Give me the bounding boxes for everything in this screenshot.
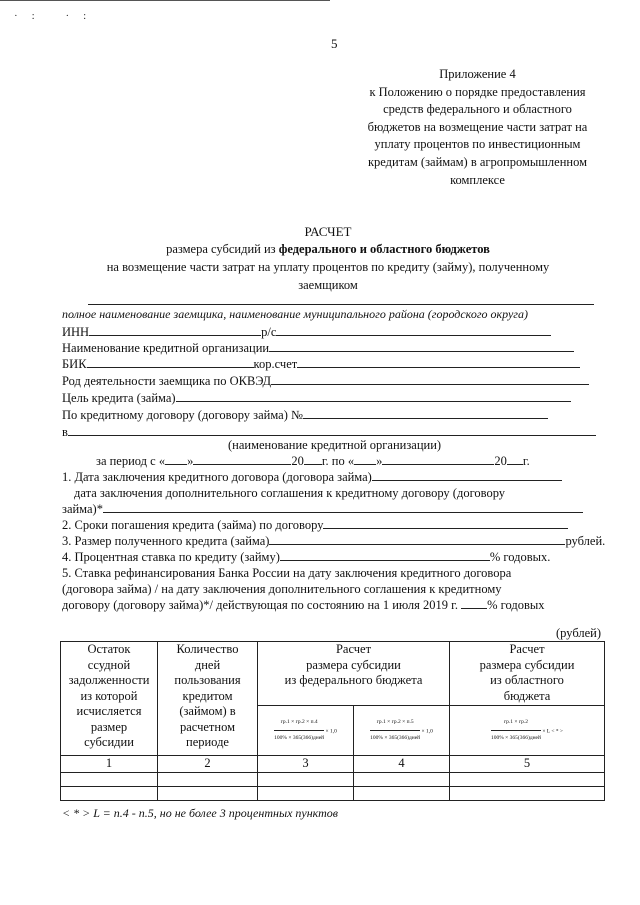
formula-multiplier: × 1,0: [421, 727, 433, 734]
column-number: 5: [450, 756, 605, 773]
header-text: задолженности: [68, 673, 150, 687]
contract-label: По кредитному договору (договору займа) №: [62, 408, 303, 422]
header-text: периоде: [186, 735, 229, 749]
appendix-line: кредитам (займам) в агропромышленном: [367, 154, 588, 169]
period-row: [96, 453, 530, 469]
header-remaining-debt: [61, 642, 158, 756]
table-cell[interactable]: [158, 772, 258, 786]
period-end-day-field[interactable]: [354, 453, 376, 465]
top-rule: [0, 0, 330, 1]
credit-amount-field[interactable]: [269, 533, 565, 545]
header-text: размер: [90, 719, 128, 734]
org-name-field[interactable]: [269, 340, 574, 352]
header-text: из которой: [80, 688, 138, 703]
table-row: [61, 786, 605, 800]
period-year1-label: 20: [291, 454, 304, 468]
period-quote2: »: [376, 454, 383, 468]
supplement-date-field[interactable]: [103, 501, 583, 513]
bank-name-field[interactable]: [68, 424, 596, 436]
item-5a-row: 5. Ставка рефинансирования Банка России на дату заключения кредитного договора: [62, 566, 512, 580]
table-cell[interactable]: [61, 786, 158, 800]
document-subtitle-line2: на возмещение части затрат на уплату процентов по кредиту (займу), полученному: [106, 260, 550, 274]
appendix-line: к Положению о порядке предоставления: [369, 84, 586, 99]
table-cell[interactable]: [61, 772, 158, 786]
appendix-line: уплату процентов по инвестиционным: [374, 137, 581, 152]
repayment-terms-field[interactable]: [323, 517, 568, 529]
header-text: из федерального бюджета: [284, 673, 423, 687]
item-1-row: [62, 469, 562, 485]
header-text: исчисляется: [76, 704, 142, 718]
header-text: размера субсидии: [306, 657, 401, 672]
column-number: 2: [158, 756, 258, 773]
table-cell[interactable]: [258, 772, 354, 786]
formula-fraction: [370, 715, 420, 747]
header-text: бюджета: [503, 688, 551, 703]
header-text: дней: [194, 657, 221, 672]
item-5c-row: [62, 597, 545, 613]
period-mid: г. по «: [321, 454, 355, 468]
column-number: 4: [354, 756, 450, 773]
item-1-label: 1. Дата заключения кредитного договора (договора займа): [62, 470, 372, 484]
header-text: Остаток: [87, 642, 131, 656]
appendix-title: Приложение 4: [439, 67, 516, 81]
header-text: кредитом: [182, 688, 233, 703]
contract-row: [62, 407, 548, 423]
period-start-day-field[interactable]: [165, 453, 187, 465]
bik-field[interactable]: [87, 356, 254, 368]
formula-multiplier: × 1,0: [325, 727, 337, 734]
formula-numerator: гр.1 × гр.2: [491, 715, 541, 732]
bik-label: БИК: [62, 357, 87, 371]
item-3-suffix: рублей.: [565, 534, 606, 548]
period-quote1: »: [187, 454, 194, 468]
contract-number-field[interactable]: [303, 407, 548, 419]
column-number: 1: [61, 756, 158, 773]
rs-field[interactable]: [276, 324, 551, 336]
borrower-caption: полное наименование заемщика, наименование муниципального района (городского округа): [62, 307, 528, 321]
okved-label: Род деятельности заемщика по ОКВЭД: [62, 374, 272, 388]
formula-denominator: 100% × 365(366)дней: [274, 735, 325, 741]
header-text: субсидии: [84, 735, 134, 749]
inn-row: [62, 324, 551, 340]
org-name-row: [62, 340, 574, 356]
inn-field[interactable]: [89, 324, 261, 336]
header-text: Расчет: [335, 642, 372, 656]
kor-field[interactable]: [297, 356, 580, 368]
kor-label: кор.счет: [253, 357, 298, 371]
header-text: (займом) в: [179, 704, 236, 718]
item-2-label: 2. Сроки погашения кредита (займа) по договору: [62, 518, 324, 532]
table-cell[interactable]: [354, 786, 450, 800]
header-text: расчетном: [179, 719, 235, 734]
interest-rate-field[interactable]: [280, 549, 490, 561]
table-cell[interactable]: [258, 786, 354, 800]
table-row: [61, 772, 605, 786]
appendix-line: бюджетов на возмещение части затрат на: [367, 119, 588, 134]
subtitle-bold: федерального и областного бюджетов: [278, 242, 490, 256]
inn-label: ИНН: [62, 325, 90, 339]
period-prefix: за период с «: [96, 454, 166, 468]
item-1c-label: займа)*: [62, 502, 103, 516]
table-cell[interactable]: [354, 772, 450, 786]
in-label: в: [62, 425, 68, 439]
item-3-row: [62, 533, 605, 549]
header-text: ссудной: [87, 657, 131, 672]
formula-fraction: [274, 715, 324, 747]
header-federal-subsidy: [258, 642, 450, 706]
page-number: 5: [331, 36, 338, 51]
item-5c-suffix: % годовых: [487, 598, 545, 612]
formula-multiplier: × L < * >: [542, 727, 564, 734]
item-1b-row: дата заключения дополнительного соглашения к кредитному договору (договору: [74, 486, 506, 500]
item-4-row: [62, 549, 550, 565]
item-4-label: 4. Процентная ставка по кредиту (займу): [62, 550, 280, 564]
document-title: РАСЧЕТ: [304, 224, 352, 239]
formula-regional: [450, 706, 605, 756]
formula-fraction: [491, 715, 541, 747]
header-text: Расчет: [509, 642, 545, 656]
scan-specks: ·: ·:: [14, 10, 101, 22]
column-number: 3: [258, 756, 354, 773]
currency-note: (рублей): [556, 626, 602, 640]
footnote: < * > L = п.4 - п.5, но не более 3 процентных пунктов: [62, 806, 338, 820]
table-cell[interactable]: [450, 772, 605, 786]
appendix-line: комплексе: [450, 172, 505, 187]
formula-federal-1: [258, 706, 354, 756]
column-number-row: [61, 756, 605, 773]
header-days-count: [158, 642, 258, 756]
formula-denominator: 100% × 365(366)дней: [490, 735, 541, 741]
bik-row: [62, 356, 580, 372]
formula-numerator: гр.1 × гр.2 × п.4: [274, 715, 324, 732]
refinancing-rate-field[interactable]: [461, 597, 487, 609]
borrower-name-rule: [88, 304, 594, 305]
rs-label: р/с: [261, 325, 277, 339]
header-text: размера субсидии: [479, 657, 575, 672]
purpose-field[interactable]: [176, 390, 571, 402]
item-5b-row: (договора займа) / на дату заключения дополнительного соглашения к кредитному: [62, 582, 502, 596]
bank-caption: (наименование кредитной организации): [228, 438, 442, 452]
document-subtitle-line1: [60, 242, 596, 257]
subsidy-calculation-table: [60, 641, 605, 801]
header-regional-subsidy: [450, 642, 605, 706]
item-5c-label: договору (договору займа)*/ действующая по состоянию на 1 июля 2019 г.: [62, 598, 459, 612]
period-end-year-field[interactable]: [507, 453, 523, 465]
header-text: из областного: [490, 673, 564, 687]
okved-row: [62, 373, 589, 389]
period-suffix: г.: [522, 454, 530, 468]
org-name-label: Наименование кредитной организации: [62, 341, 270, 355]
okved-field[interactable]: [271, 373, 589, 385]
purpose-label: Цель кредита (займа): [62, 391, 176, 405]
document-subtitle-line3: заемщиком: [298, 278, 358, 292]
period-start-year-field[interactable]: [304, 453, 322, 465]
header-text: Количество: [176, 642, 239, 656]
subtitle-prefix: размера субсидий из: [166, 242, 279, 256]
formula-denominator: 100% × 365(366)дней: [370, 735, 421, 741]
table-cell[interactable]: [450, 786, 605, 800]
appendix-line: средств федерального и областного: [383, 102, 572, 117]
period-start-month-field[interactable]: [193, 453, 291, 465]
item-1c-row: [62, 501, 583, 517]
formula-numerator: гр.1 × гр.2 × п.5: [370, 715, 420, 732]
table-cell[interactable]: [158, 786, 258, 800]
header-text: пользования: [174, 673, 241, 687]
purpose-row: [62, 390, 571, 406]
item-4-suffix: % годовых.: [489, 550, 551, 564]
period-year2-label: 20: [494, 454, 507, 468]
item-2-row: [62, 517, 568, 533]
table-header-row: [61, 642, 605, 706]
item-3-label: 3. Размер полученного кредита (займа): [62, 534, 270, 548]
formula-federal-2: [354, 706, 450, 756]
appendix-block: [350, 66, 605, 189]
contract-date-field[interactable]: [372, 469, 562, 481]
period-end-month-field[interactable]: [382, 453, 494, 465]
